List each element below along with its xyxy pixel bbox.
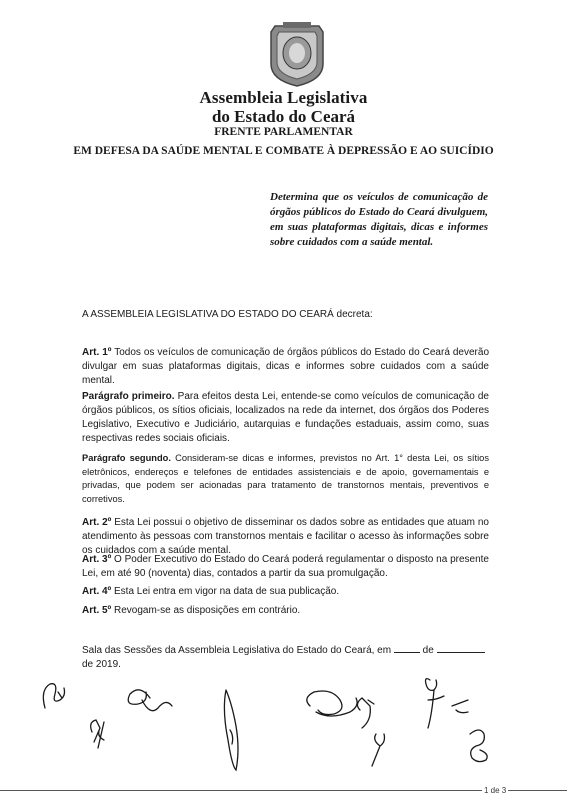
decreta-line: A ASSEMBLEIA LEGISLATIVA DO ESTADO DO CEARÁ decreta:	[82, 309, 373, 320]
header-subtitle: EM DEFESA DA SAÚDE MENTAL E COMBATE À DEPRESSÃO E AO SUICÍDIO	[73, 145, 494, 157]
day-blank	[394, 643, 420, 653]
article-label: Parágrafo primeiro.	[82, 391, 175, 402]
page-number: 1 de 3	[484, 786, 507, 795]
sala-year: de 2019.	[82, 659, 121, 670]
paragraph-1	[82, 390, 489, 446]
state-seal-icon	[265, 20, 329, 88]
article-2	[82, 516, 489, 558]
header-frente: FRENTE PARLAMENTAR	[214, 126, 353, 138]
article-label: Art. 4º	[82, 586, 112, 597]
header-state-name: do Estado do Ceará	[211, 107, 356, 126]
article-1	[82, 346, 489, 388]
header-assembly-name: Assembleia Legislativa	[199, 88, 368, 107]
sala-de: de	[422, 645, 434, 656]
article-text: Consideram-se dicas e informes, previstos no Art. 1° desta Lei, os sítios eletrônicos, endereços e telefones de entidades assistenciais e de apoio, governamentais e privadas, que podem ser acionadas para tratamento de transtornos mentais, preventivos e corretivos.	[82, 453, 489, 504]
month-blank	[437, 643, 485, 653]
article-text: Para efeitos desta Lei, entende-se como veículos de comunicação de órgãos públicos, os sítios oficiais, localizados na rede da internet, dos órgãos dos Poderes Legislativo, Executivo e Judiciário, autarquias e fundações estaduais, assim como, suas respectivas redes sociais oficiais.	[82, 391, 489, 444]
article-label: Art. 2º	[82, 517, 112, 528]
article-text: Esta Lei possui o objetivo de disseminar os dados sobre as entidades que atuam no atendimento às pessoas com transtornos mentais e facilitar o acesso às informações sobre os cuidados com a saúde mental.	[82, 517, 489, 556]
article-4	[82, 585, 489, 599]
paragraph-2	[82, 452, 489, 506]
article-label: Art. 5º	[82, 605, 112, 616]
handwritten-signatures	[0, 670, 567, 782]
article-text: Todos os veículos de comunicação de órgãos públicos do Estado do Ceará deverão divulgar em suas plataformas digitais, dicas e informes sobre cuidados com a saúde mental.	[82, 347, 490, 386]
article-text: O Poder Executivo do Estado do Ceará poderá regulamentar o disposto na presente Lei, em até 90 (noventa) dias, contados a partir da sua promulgação.	[82, 554, 489, 579]
article-5	[82, 604, 489, 618]
article-label: Art. 1º	[82, 347, 112, 358]
article-label: Parágrafo segundo.	[82, 453, 171, 463]
article-3	[82, 553, 489, 581]
article-text: Esta Lei entra em vigor na data de sua publicação.	[111, 586, 340, 597]
article-label: Art. 3º	[82, 554, 112, 565]
sala-das-sessoes	[82, 643, 489, 672]
sala-text: Sala das Sessões da Assembleia Legislativa do Estado do Ceará, em	[82, 645, 392, 656]
article-text: Revogam-se as disposições em contrário.	[111, 605, 301, 616]
ementa: Determina que os veículos de comunicação de órgãos públicos do Estado do Ceará divulguem, em suas plataformas digitais, dicas e informes sobre cuidados com a saúde mental.	[270, 191, 488, 248]
